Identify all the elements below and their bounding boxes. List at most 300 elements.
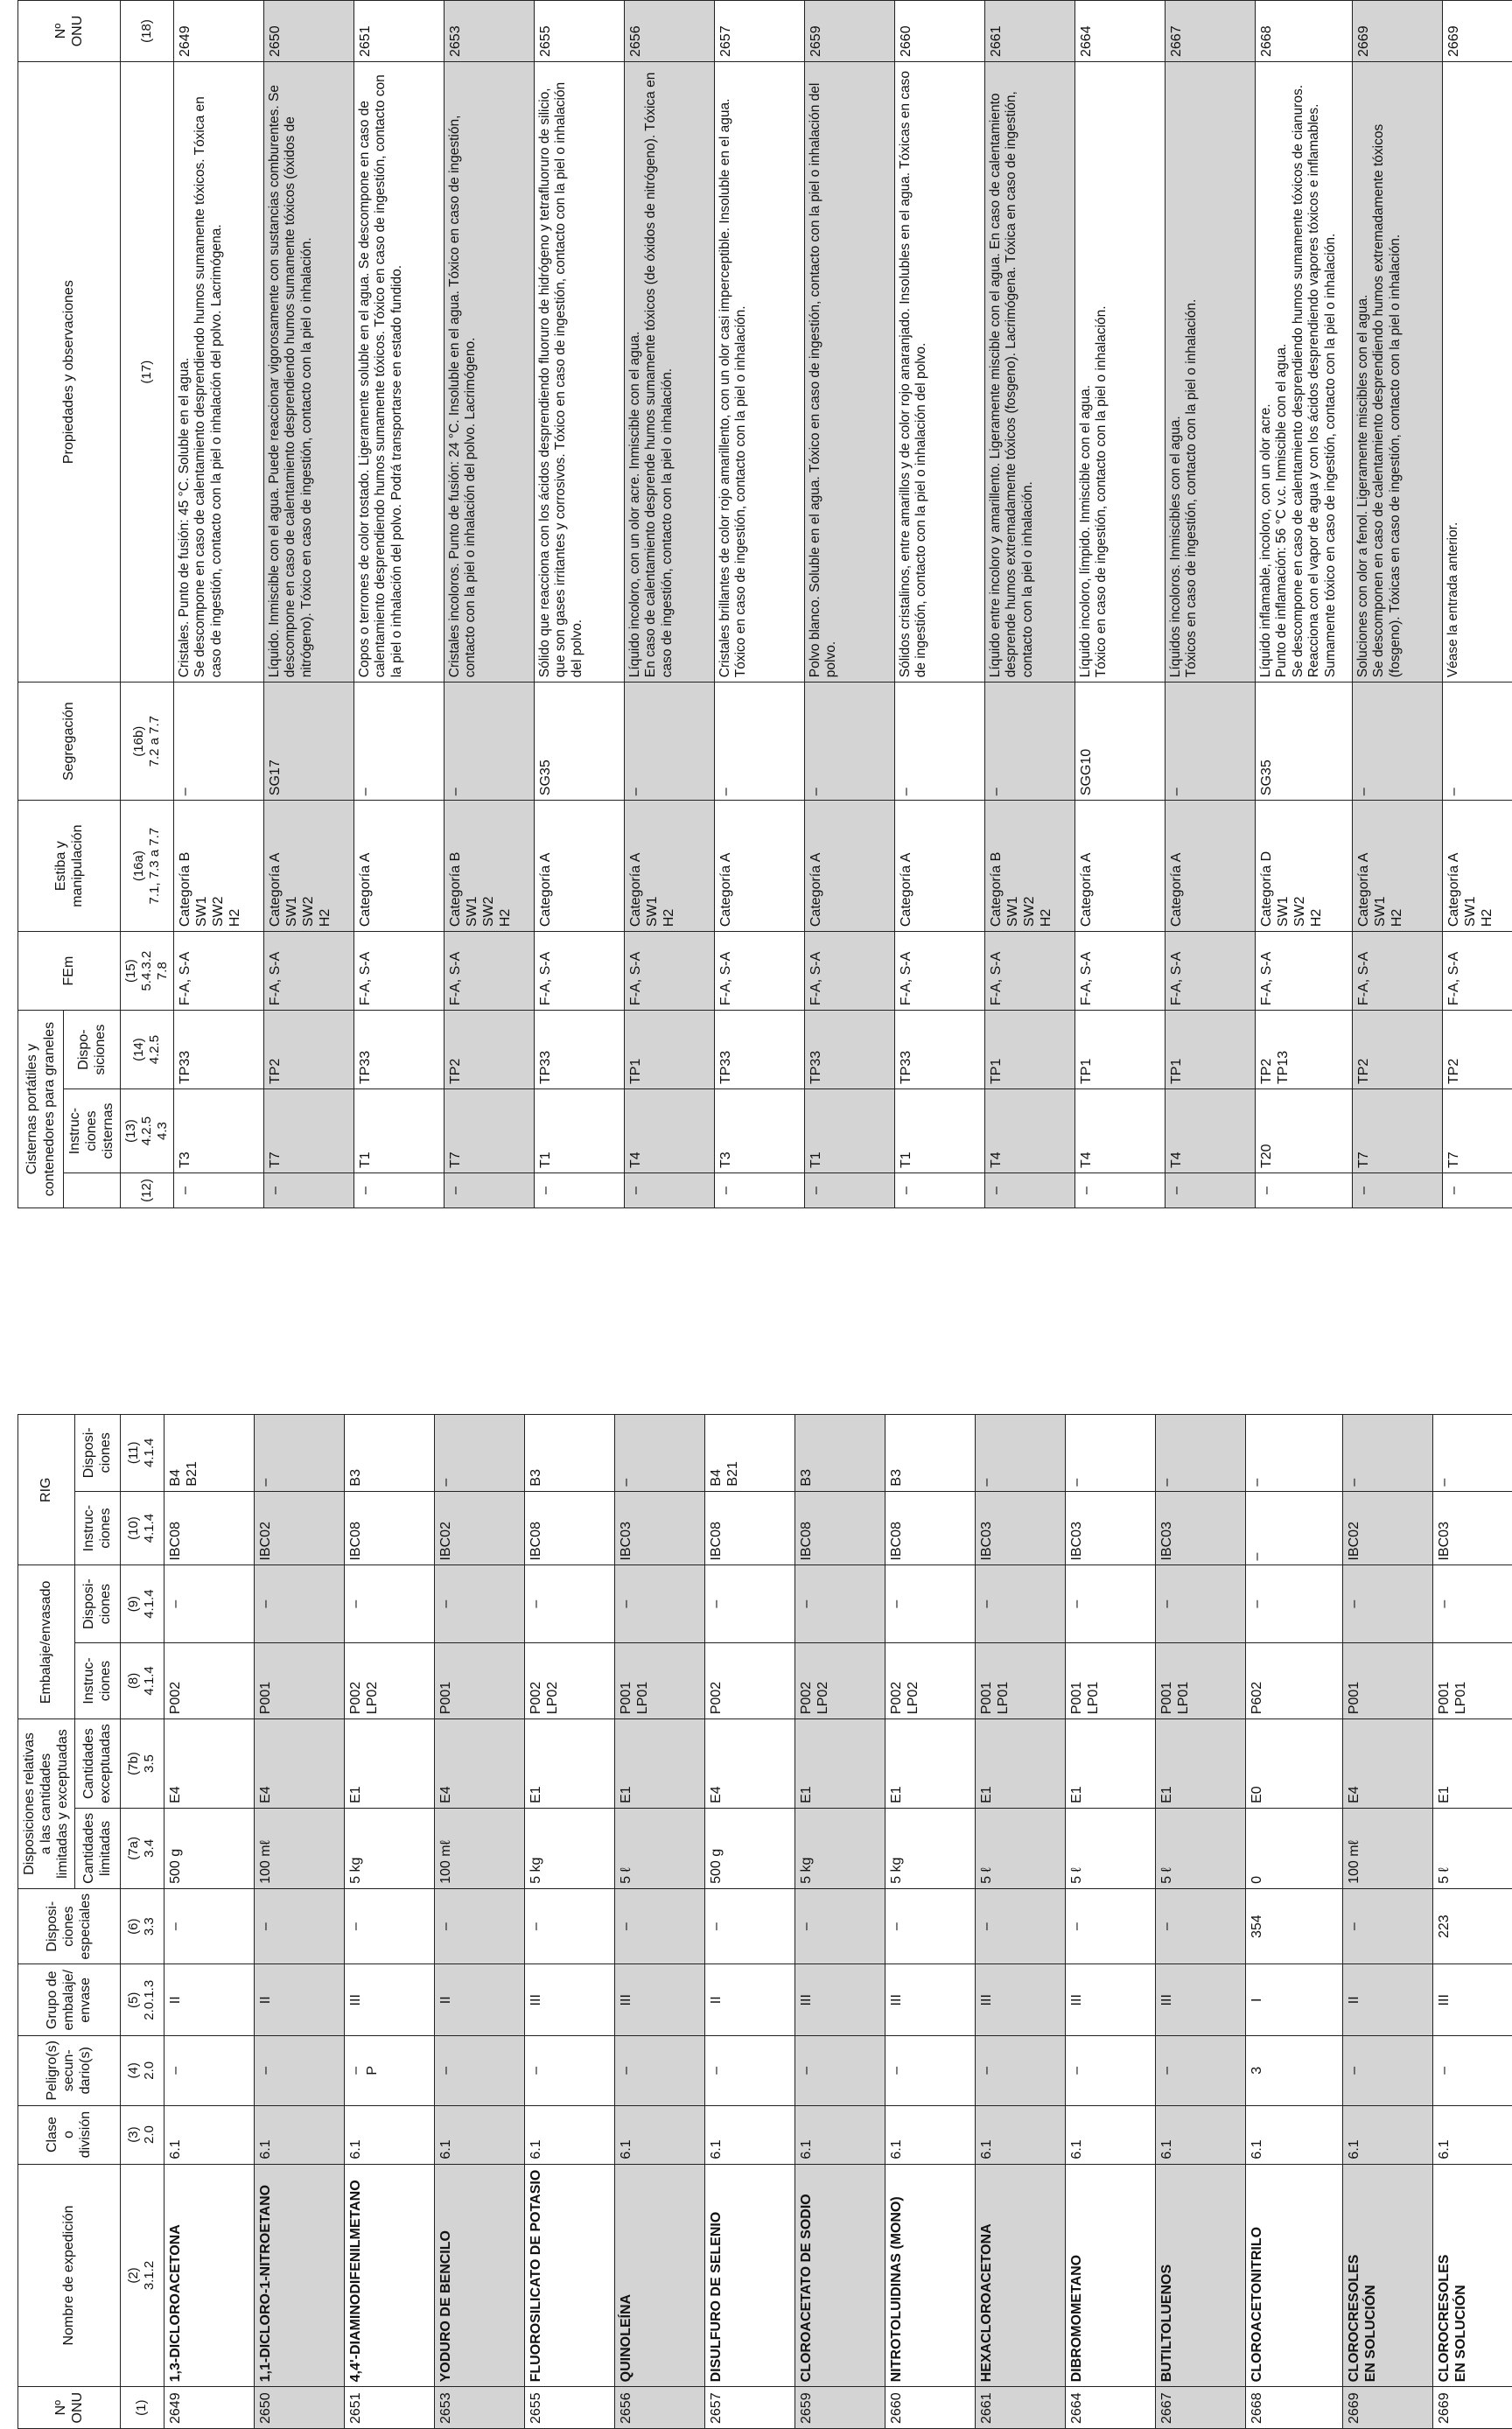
- limited-quantity-cell: 5 ℓ: [614, 1808, 704, 1888]
- subsidiary-risk-cell: –: [794, 2036, 885, 2105]
- subsidiary-risk-cell: –: [164, 2036, 254, 2105]
- column-12-cell: –: [173, 1173, 263, 1208]
- tank-instruction-cell: T4: [624, 1089, 714, 1173]
- tank-provision-cell: TP33: [173, 1011, 263, 1089]
- ems-cell: F-A, S-A: [804, 932, 894, 1011]
- header-packing-instructions: Instruc- ciones: [74, 1642, 120, 1718]
- header-class: Clase o división: [18, 2105, 121, 2164]
- un-number-cell: 2655: [524, 2387, 614, 2429]
- segregation-cell: –: [1165, 682, 1255, 801]
- stowage-cell: Categoría A: [894, 801, 984, 932]
- column-12-cell: –: [354, 1173, 444, 1208]
- column-ref-ref-pack-prov: (9) 4.1.4: [120, 1565, 164, 1642]
- shipping-name-cell: DISULFURO DE SELENIO: [704, 2164, 794, 2387]
- limited-quantity-cell: 5 kg: [344, 1808, 434, 1888]
- packing-group-cell: III: [524, 1964, 614, 2036]
- un-number-cell: 2649: [173, 1, 263, 62]
- class-cell: 6.1: [1432, 2105, 1512, 2164]
- tank-provision-cell: TP2 TP13: [1255, 1011, 1352, 1089]
- ems-cell: F-A, S-A: [354, 932, 444, 1011]
- packing-group-cell: III: [885, 1964, 975, 2036]
- subsidiary-risk-cell: –: [1432, 2036, 1512, 2105]
- un-number-cell: 2660: [885, 2387, 975, 2429]
- class-cell: 6.1: [885, 2105, 975, 2164]
- subsidiary-risk-cell: –: [885, 2036, 975, 2105]
- tank-instruction-cell: T3: [714, 1089, 804, 1173]
- un-number-cell: 2653: [444, 1, 534, 62]
- tank-instruction-cell: T1: [804, 1089, 894, 1173]
- tank-instruction-cell: T7: [1442, 1089, 1512, 1173]
- stowage-cell: Categoría A: [354, 801, 444, 932]
- packing-group-cell: III: [794, 1964, 885, 2036]
- column-12-cell: –: [1352, 1173, 1442, 1208]
- packing-group-cell: III: [1432, 1964, 1512, 2036]
- column-ref-ref-exc: (7b) 3.5: [120, 1719, 164, 1809]
- table-row: [254, 1415, 344, 2429]
- un-number-cell: 2661: [975, 2387, 1065, 2429]
- shipping-name-cell: 1,1-DICLORO-1-NITROETANO: [254, 2164, 344, 2387]
- dangerous-goods-list-left: [18, 1414, 1512, 2429]
- subsidiary-risk-cell: –: [975, 2036, 1065, 2105]
- tank-instruction-cell: T4: [1074, 1089, 1165, 1173]
- tank-instruction-cell: T7: [1352, 1089, 1442, 1173]
- ibc-provision-cell: –: [1432, 1415, 1512, 1492]
- packing-provision-cell: –: [524, 1565, 614, 1642]
- excepted-quantity-cell: E1: [614, 1719, 704, 1809]
- segregation-cell: –: [894, 682, 984, 801]
- packing-group-cell: II: [164, 1964, 254, 2036]
- column-12-cell: –: [263, 1173, 354, 1208]
- class-cell: 6.1: [1342, 2105, 1432, 2164]
- packing-provision-cell: –: [434, 1565, 524, 1642]
- ibc-provision-cell: B3: [794, 1415, 885, 1492]
- packing-instruction-cell: P001 LP01: [1432, 1642, 1512, 1718]
- segregation-cell: SG35: [1255, 682, 1352, 801]
- header-ibc-instructions: Instruc- ciones: [74, 1491, 120, 1565]
- ibc-provision-cell: –: [975, 1415, 1065, 1492]
- limited-quantity-cell: 100 mℓ: [254, 1808, 344, 1888]
- table-row: [164, 1415, 254, 2429]
- tank-provision-cell: TP1: [624, 1011, 714, 1089]
- limited-quantity-cell: 5 ℓ: [975, 1808, 1065, 1888]
- class-cell: 6.1: [434, 2105, 524, 2164]
- stowage-cell: Categoría A: [804, 801, 894, 932]
- stowage-cell: Categoría B SW1 SW2 H2: [173, 801, 263, 932]
- excepted-quantity-cell: E4: [164, 1719, 254, 1809]
- column-ref-stowage: (16a) 7.1, 7.3 a 7.7: [120, 801, 173, 932]
- header-packing: Embalaje/envasado: [18, 1565, 75, 1719]
- header-un-number-right: Nº ONU: [18, 1, 121, 62]
- ems-cell: F-A, S-A: [444, 932, 534, 1011]
- table-row: [1432, 1415, 1512, 2429]
- shipping-name-cell: 4,4'-DIAMINODIFENILMETANO: [344, 2164, 434, 2387]
- un-number-cell: 2657: [714, 1, 804, 62]
- segregation-cell: –: [624, 682, 714, 801]
- packing-instruction-cell: P002 LP02: [885, 1642, 975, 1718]
- packing-group-cell: III: [975, 1964, 1065, 2036]
- packing-group-cell: II: [1342, 1964, 1432, 2036]
- subsidiary-risk-cell: –: [614, 2036, 704, 2105]
- shipping-name-cell: FLUOROSILICATO DE POTASIO: [524, 2164, 614, 2387]
- segregation-cell: –: [984, 682, 1074, 801]
- limited-quantity-cell: 100 mℓ: [1342, 1808, 1432, 1888]
- packing-instruction-cell: P602: [1245, 1642, 1342, 1718]
- header-excepted-quantities: Cantidades exceptuadas: [74, 1719, 120, 1809]
- tank-instruction-cell: T1: [894, 1089, 984, 1173]
- ibc-provision-cell: –: [1155, 1415, 1245, 1492]
- excepted-quantity-cell: E1: [1155, 1719, 1245, 1809]
- un-number-cell: 2667: [1165, 1, 1255, 62]
- ibc-instruction-cell: IBC03: [975, 1491, 1065, 1565]
- table-row: [1065, 1415, 1155, 2429]
- header-subsidiary-risk: Peligro(s) secun- dario(s): [18, 2036, 121, 2105]
- tank-provision-cell: TP33: [804, 1011, 894, 1089]
- tank-provision-cell: TP33: [534, 1011, 624, 1089]
- packing-group-cell: III: [614, 1964, 704, 2036]
- tank-provision-cell: TP1: [1074, 1011, 1165, 1089]
- column-12-cell: –: [1074, 1173, 1165, 1208]
- header-proper-shipping-name: Nombre de expedición: [18, 2164, 121, 2387]
- shipping-name-cell: NITROTOLUIDINAS (MONO): [885, 2164, 975, 2387]
- stowage-cell: Categoría A SW1 H2: [1352, 801, 1442, 932]
- ems-cell: F-A, S-A: [894, 932, 984, 1011]
- table-row: [344, 1415, 434, 2429]
- subsidiary-risk-cell: 3: [1245, 2036, 1342, 2105]
- column-ref-ref-sp: (6) 3.3: [120, 1888, 164, 1964]
- excepted-quantity-cell: E1: [524, 1719, 614, 1809]
- packing-provision-cell: –: [344, 1565, 434, 1642]
- ibc-instruction-cell: IBC03: [1065, 1491, 1155, 1565]
- ibc-instruction-cell: IBC03: [1432, 1491, 1512, 1565]
- special-provision-cell: –: [614, 1888, 704, 1964]
- un-number-cell: 2651: [344, 2387, 434, 2429]
- special-provision-cell: –: [164, 1888, 254, 1964]
- ibc-instruction-cell: IBC02: [434, 1491, 524, 1565]
- un-number-cell: 2661: [984, 1, 1074, 62]
- packing-provision-cell: –: [794, 1565, 885, 1642]
- excepted-quantity-cell: E4: [254, 1719, 344, 1809]
- ibc-provision-cell: B3: [344, 1415, 434, 1492]
- ibc-instruction-cell: IBC08: [885, 1491, 975, 1565]
- special-provision-cell: 223: [1432, 1888, 1512, 1964]
- ems-cell: F-A, S-A: [263, 932, 354, 1011]
- packing-group-cell: II: [254, 1964, 344, 2036]
- class-cell: 6.1: [614, 2105, 704, 2164]
- table-row: [714, 1, 804, 1208]
- table-row: [444, 1, 534, 1208]
- properties-cell: Cristales. Punto de fusión: 45 °C. Soluble en el agua. Se descompone en caso de calentamiento desprendiendo humos sumamente tóxicos. Tóxica en caso de ingestión, contacto con la piel o inhalación del polvo. Lacrimógena.: [173, 62, 263, 682]
- header-stowage-handling: Estiba y manipulación: [18, 801, 121, 932]
- ibc-instruction-cell: IBC03: [1155, 1491, 1245, 1565]
- excepted-quantity-cell: E1: [975, 1719, 1065, 1809]
- packing-instruction-cell: P001: [434, 1642, 524, 1718]
- properties-cell: Líquido. Inmiscible con el agua. Puede reaccionar vigorosamente con sustancias comburentes. Se descompone en caso de calentamiento desprendiendo humos sumamente tóxicos (óxidos de nitrógeno). Tóxico en caso de ingestión, contacto con la piel o inhalación.: [263, 62, 354, 682]
- un-number-cell: 2660: [894, 1, 984, 62]
- column-ref-ref-ibc-instr: (10) 4.1.4: [120, 1491, 164, 1565]
- limited-quantity-cell: 5 kg: [885, 1808, 975, 1888]
- segregation-cell: SG17: [263, 682, 354, 801]
- shipping-name-cell: YODURO DE BENCILO: [434, 2164, 524, 2387]
- special-provision-cell: –: [1342, 1888, 1432, 1964]
- class-cell: 6.1: [1155, 2105, 1245, 2164]
- packing-provision-cell: –: [1432, 1565, 1512, 1642]
- packing-provision-cell: –: [164, 1565, 254, 1642]
- class-cell: 6.1: [704, 2105, 794, 2164]
- segregation-cell: –: [1442, 682, 1512, 801]
- properties-cell: Copos o terrones de color tostado. Ligeramente soluble en el agua. Se descompone en caso de calentamiento desprendiendo humos sumamente tóxicos. Tóxico en caso de ingestión, contacto con la piel o inhalación del polvo. Podrá transportarse en estado fundido.: [354, 62, 444, 682]
- class-cell: 6.1: [975, 2105, 1065, 2164]
- limited-quantity-cell: 5 ℓ: [1155, 1808, 1245, 1888]
- ems-cell: F-A, S-A: [714, 932, 804, 1011]
- properties-cell: Sólidos cristalinos, entre amarillos y de color rojo anaranjado. Insolubles en el agua. Tóxicas en caso de ingestión, contacto con la piel o inhalación del polvo.: [894, 62, 984, 682]
- table-row: [1245, 1415, 1342, 2429]
- ibc-instruction-cell: IBC03: [614, 1491, 704, 1565]
- tank-provision-cell: TP2: [263, 1011, 354, 1089]
- column-ref-tank-instr: (13) 4.2.5 4.3: [120, 1089, 173, 1173]
- un-number-cell: 2668: [1245, 2387, 1342, 2429]
- column-ref-properties: (17): [120, 62, 173, 682]
- packing-instruction-cell: P002: [164, 1642, 254, 1718]
- ibc-instruction-cell: IBC08: [524, 1491, 614, 1565]
- ibc-provision-cell: B4 B21: [164, 1415, 254, 1492]
- packing-provision-cell: –: [1342, 1565, 1432, 1642]
- un-number-cell: 2669: [1432, 2387, 1512, 2429]
- tank-provision-cell: TP33: [354, 1011, 444, 1089]
- column-ref-ref-class: (3) 2.0: [120, 2105, 164, 2164]
- packing-instruction-cell: P002 LP02: [524, 1642, 614, 1718]
- ems-cell: F-A, S-A: [173, 932, 263, 1011]
- subsidiary-risk-cell: –: [524, 2036, 614, 2105]
- ibc-provision-cell: B4 B21: [704, 1415, 794, 1492]
- table-row: [704, 1415, 794, 2429]
- un-number-cell: 2657: [704, 2387, 794, 2429]
- header-un-number: Nº ONU: [18, 2387, 121, 2429]
- shipping-name-cell: DIBROMOMETANO: [1065, 2164, 1155, 2387]
- tank-instruction-cell: T7: [444, 1089, 534, 1173]
- properties-cell: Véase la entrada anterior.: [1442, 62, 1512, 682]
- table-row: [1165, 1, 1255, 1208]
- packing-provision-cell: –: [704, 1565, 794, 1642]
- column-ref-ref-subrisk: (4) 2.0: [120, 2036, 164, 2105]
- properties-cell: Líquido inflamable, incoloro, con un olor acre. Punto de inflamación: 56 °C v.c. Inmiscible con el agua. Se descompone en caso de calentamiento desprendiendo humos sumamente tóxicos de cianuros. Reacciona con el vapor de agua y con los ácidos desprendiendo vapores tóxicos e inflamables. Sumamente tóxico en caso de ingestión, contacto con la piel o inhalación.: [1255, 62, 1352, 682]
- ems-cell: F-A, S-A: [1352, 932, 1442, 1011]
- packing-instruction-cell: P002: [704, 1642, 794, 1718]
- ibc-instruction-cell: IBC08: [344, 1491, 434, 1565]
- un-number-cell: 2659: [804, 1, 894, 62]
- tank-provision-cell: TP2: [444, 1011, 534, 1089]
- un-number-cell: 2655: [534, 1, 624, 62]
- table-row: [1074, 1, 1165, 1208]
- special-provision-cell: –: [344, 1888, 434, 1964]
- packing-instruction-cell: P001 LP01: [614, 1642, 704, 1718]
- ems-cell: F-A, S-A: [624, 932, 714, 1011]
- table-row: [614, 1415, 704, 2429]
- column-ref-ems: (15) 5.4.3.2 7.8: [120, 932, 173, 1011]
- special-provision-cell: 354: [1245, 1888, 1342, 1964]
- ems-cell: F-A, S-A: [1074, 932, 1165, 1011]
- un-number-cell: 2656: [624, 1, 714, 62]
- column-12-cell: –: [1255, 1173, 1352, 1208]
- tank-instruction-cell: T1: [534, 1089, 624, 1173]
- subsidiary-risk-cell: –: [1065, 2036, 1155, 2105]
- packing-provision-cell: –: [1065, 1565, 1155, 1642]
- segregation-cell: –: [354, 682, 444, 801]
- stowage-cell: Categoría A: [1074, 801, 1165, 932]
- tank-instruction-cell: T4: [984, 1089, 1074, 1173]
- tank-instruction-cell: T20: [1255, 1089, 1352, 1173]
- header-special-provisions: Disposi- ciones especiales: [18, 1888, 121, 1964]
- column-ref-ref-pack-instr: (8) 4.1.4: [120, 1642, 164, 1718]
- column-ref-ref-pg: (5) 2.0.1.3: [120, 1964, 164, 2036]
- segregation-cell: –: [173, 682, 263, 801]
- ems-cell: F-A, S-A: [1165, 932, 1255, 1011]
- limited-quantity-cell: 5 ℓ: [1432, 1808, 1512, 1888]
- column-ref-segregation: (16b) 7.2 a 7.7: [120, 682, 173, 801]
- column-ref-12: (12): [120, 1173, 173, 1208]
- un-number-cell: 2650: [254, 2387, 344, 2429]
- ibc-provision-cell: –: [254, 1415, 344, 1492]
- subsidiary-risk-cell: – P: [344, 2036, 434, 2105]
- column-12-cell: –: [1442, 1173, 1512, 1208]
- header-tank-instructions: Instruc- ciones cisternas: [64, 1089, 121, 1173]
- header-limited-excepted: Disposiciones relativas a las cantidades limitadas y exceptuadas: [18, 1719, 75, 1889]
- un-number-cell: 2667: [1155, 2387, 1245, 2429]
- column-ref-ref-name: (2) 3.1.2: [120, 2164, 164, 2387]
- limited-quantity-cell: 5 ℓ: [1065, 1808, 1155, 1888]
- table-row: [1255, 1, 1352, 1208]
- segregation-cell: –: [714, 682, 804, 801]
- special-provision-cell: –: [254, 1888, 344, 1964]
- un-number-cell: 2653: [434, 2387, 524, 2429]
- header-packing-group: Grupo de embalaje/ envase: [18, 1964, 121, 2036]
- tank-provision-cell: TP33: [714, 1011, 804, 1089]
- stowage-cell: Categoría A: [1165, 801, 1255, 932]
- table-row: [524, 1415, 614, 2429]
- stowage-cell: Categoría A SW1 H2: [1442, 801, 1512, 932]
- packing-instruction-cell: P001: [254, 1642, 344, 1718]
- header-segregation: Segregación: [18, 682, 121, 801]
- stowage-cell: Categoría B SW1 SW2 H2: [444, 801, 534, 932]
- packing-group-cell: II: [434, 1964, 524, 2036]
- header-limited-quantities: Cantidades limitadas: [74, 1808, 120, 1888]
- table-row: [624, 1, 714, 1208]
- stowage-cell: Categoría A SW1 H2: [624, 801, 714, 932]
- un-number-cell: 2656: [614, 2387, 704, 2429]
- class-cell: 6.1: [524, 2105, 614, 2164]
- subsidiary-risk-cell: –: [1155, 2036, 1245, 2105]
- shipping-name-cell: BUTILTOLUENOS: [1155, 2164, 1245, 2387]
- column-ref-ref-lim: (7a) 3.4: [120, 1808, 164, 1888]
- special-provision-cell: –: [794, 1888, 885, 1964]
- ibc-instruction-cell: IBC08: [794, 1491, 885, 1565]
- un-number-cell: 2669: [1352, 1, 1442, 62]
- shipping-name-cell: CLOROACETONITRILO: [1245, 2164, 1342, 2387]
- column-ref-un: (18): [120, 1, 173, 62]
- ibc-provision-cell: –: [1065, 1415, 1155, 1492]
- table-row: [534, 1, 624, 1208]
- excepted-quantity-cell: E1: [794, 1719, 885, 1809]
- excepted-quantity-cell: E4: [1342, 1719, 1432, 1809]
- excepted-quantity-cell: E4: [704, 1719, 794, 1809]
- shipping-name-cell: 1,3-DICLOROACETONA: [164, 2164, 254, 2387]
- segregation-cell: –: [804, 682, 894, 801]
- header-properties-observations: Propiedades y observaciones: [18, 62, 121, 682]
- un-number-cell: 2651: [354, 1, 444, 62]
- properties-cell: Polvo blanco. Soluble en el agua. Tóxico en caso de ingestión, contacto con la piel o inhalación del polvo.: [804, 62, 894, 682]
- tank-instruction-cell: T4: [1165, 1089, 1255, 1173]
- packing-group-cell: III: [1065, 1964, 1155, 2036]
- class-cell: 6.1: [1065, 2105, 1155, 2164]
- table-row: [894, 1, 984, 1208]
- un-number-cell: 2664: [1074, 1, 1165, 62]
- special-provision-cell: –: [975, 1888, 1065, 1964]
- packing-group-cell: III: [1155, 1964, 1245, 2036]
- ibc-instruction-cell: IBC02: [254, 1491, 344, 1565]
- dangerous-goods-list-right: [18, 0, 1512, 1208]
- header-ibc-provisions: Disposi- ciones: [74, 1415, 120, 1492]
- ibc-provision-cell: –: [614, 1415, 704, 1492]
- limited-quantity-cell: 500 g: [704, 1808, 794, 1888]
- column-12-cell: –: [1165, 1173, 1255, 1208]
- excepted-quantity-cell: E0: [1245, 1719, 1342, 1809]
- subsidiary-risk-cell: –: [1342, 2036, 1432, 2105]
- properties-cell: Líquido incoloro, con un olor acre. Inmiscible con el agua. En caso de calentamiento desprende humos sumamente tóxicos (de óxidos de nitrógeno). Tóxica en caso de ingestión, contacto con la piel o inhalación.: [624, 62, 714, 682]
- header-blank: [64, 1173, 121, 1208]
- tank-provision-cell: TP1: [984, 1011, 1074, 1089]
- special-provision-cell: –: [434, 1888, 524, 1964]
- packing-provision-cell: –: [1155, 1565, 1245, 1642]
- ibc-instruction-cell: –: [1245, 1491, 1342, 1565]
- un-number-cell: 2668: [1255, 1, 1352, 62]
- excepted-quantity-cell: E1: [1065, 1719, 1155, 1809]
- un-number-cell: 2650: [263, 1, 354, 62]
- column-12-cell: –: [894, 1173, 984, 1208]
- stowage-cell: Categoría B SW1 SW2 H2: [984, 801, 1074, 932]
- stowage-cell: Categoría D SW1 SW2 H2: [1255, 801, 1352, 932]
- limited-quantity-cell: 0: [1245, 1808, 1342, 1888]
- tank-provision-cell: TP1: [1165, 1011, 1255, 1089]
- un-number-cell: 2664: [1065, 2387, 1155, 2429]
- un-number-cell: 2659: [794, 2387, 885, 2429]
- tank-instruction-cell: T3: [173, 1089, 263, 1173]
- column-12-cell: –: [624, 1173, 714, 1208]
- ems-cell: F-A, S-A: [1442, 932, 1512, 1011]
- ibc-provision-cell: B3: [524, 1415, 614, 1492]
- properties-cell: Líquido incoloro, límpido. Inmiscible con el agua. Tóxico en caso de ingestión, contacto con la piel o inhalación.: [1074, 62, 1165, 682]
- packing-provision-cell: –: [975, 1565, 1065, 1642]
- un-number-cell: 2669: [1442, 1, 1512, 62]
- properties-cell: Sólido que reacciona con los ácidos desprendiendo fluoruro de hidrógeno y tetrafluoruro de silicio, que son gases irritantes y corrosivos. Tóxico en caso de ingestión, contacto con la piel o inhalación del polvo.: [534, 62, 624, 682]
- tank-provision-cell: TP33: [894, 1011, 984, 1089]
- table-row: [984, 1, 1074, 1208]
- special-provision-cell: –: [1065, 1888, 1155, 1964]
- table-row: [354, 1, 444, 1208]
- packing-instruction-cell: P001 LP01: [975, 1642, 1065, 1718]
- subsidiary-risk-cell: –: [254, 2036, 344, 2105]
- subsidiary-risk-cell: –: [434, 2036, 524, 2105]
- stowage-cell: Categoría A: [714, 801, 804, 932]
- packing-provision-cell: –: [1245, 1565, 1342, 1642]
- ibc-provision-cell: –: [1342, 1415, 1432, 1492]
- limited-quantity-cell: 500 g: [164, 1808, 254, 1888]
- column-ref-ref-un: (1): [120, 2387, 164, 2429]
- special-provision-cell: –: [524, 1888, 614, 1964]
- class-cell: 6.1: [164, 2105, 254, 2164]
- ems-cell: F-A, S-A: [534, 932, 624, 1011]
- properties-cell: Cristales incoloros. Punto de fusión: 24 °C. Insoluble en el agua. Tóxico en caso de ingestión, contacto con la piel o inhalación del polvo. Lacrimógeno.: [444, 62, 534, 682]
- special-provision-cell: –: [704, 1888, 794, 1964]
- table-row: [1155, 1415, 1245, 2429]
